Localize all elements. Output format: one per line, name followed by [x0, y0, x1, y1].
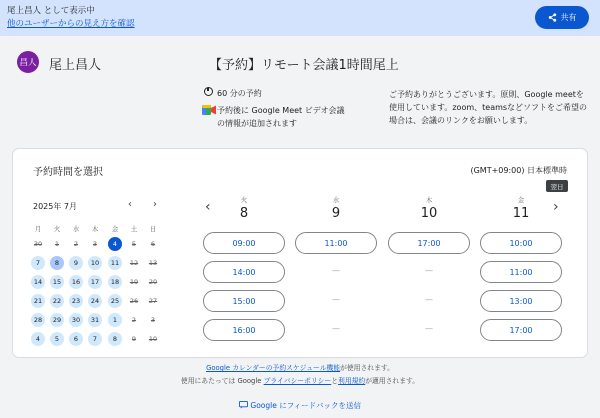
day-column-header	[295, 195, 377, 221]
no-slot-dash: —	[425, 324, 433, 333]
calendar-day[interactable]: 16	[69, 275, 83, 289]
no-slot-dash: —	[425, 295, 433, 304]
appointment-schedule-link[interactable]: Google カレンダーの予約スケジュール機能	[206, 364, 341, 372]
day-date: 10	[420, 206, 438, 221]
calendar-day: 27	[148, 297, 158, 305]
calendar-day[interactable]: 4	[108, 237, 122, 251]
no-slot-dash: —	[332, 324, 340, 333]
weekday-label: 木	[91, 225, 99, 233]
share-icon	[548, 13, 557, 22]
preview-banner	[0, 0, 600, 36]
calendar-day: 1	[54, 240, 60, 248]
avatar: 昌人	[17, 51, 39, 73]
calendar-day: 13	[148, 259, 158, 267]
calendar-day[interactable]: 24	[88, 294, 102, 308]
event-header	[0, 36, 600, 144]
calendar-day[interactable]: 17	[88, 275, 102, 289]
weekday-label: 火	[53, 225, 61, 233]
weekday-label: 日	[149, 225, 157, 233]
calendar-day[interactable]: 6	[69, 332, 83, 346]
footer-line-2	[0, 375, 600, 385]
prev-month-button[interactable]: ‹	[128, 199, 132, 210]
time-slot-button[interactable]: 17:00	[480, 319, 562, 341]
day-column-header	[388, 195, 470, 221]
calendar-day[interactable]: 31	[88, 313, 102, 327]
calendar-day[interactable]: 7	[88, 332, 102, 346]
footer-text: が使用されます。	[340, 364, 394, 372]
time-slot-button[interactable]: 17:00	[388, 232, 470, 254]
calendar-day: 3	[150, 316, 156, 324]
time-slot-button[interactable]: 09:00	[203, 232, 285, 254]
calendar-day[interactable]: 8	[108, 332, 122, 346]
meet-info: 予約後に Google Meet ビデオ会議の情報が追加されます	[217, 106, 345, 128]
event-title: 【予約】リモート会議1時間尾上	[209, 58, 399, 73]
feedback-label: Google にフィードバックを送信	[250, 401, 361, 410]
time-slot-button[interactable]: 13:00	[480, 290, 562, 312]
time-slot-button[interactable]: 14:00	[203, 261, 285, 283]
day-date: 11	[512, 206, 530, 221]
share-label: 共有	[560, 13, 577, 22]
booking-card	[12, 148, 588, 358]
google-meet-icon	[202, 105, 216, 115]
calendar-day[interactable]: 18	[108, 275, 122, 289]
host-name: 尾上昌人	[49, 58, 102, 73]
day-weekday: 金	[517, 196, 525, 204]
calendar-day[interactable]: 23	[69, 294, 83, 308]
calendar-day: 3	[92, 240, 98, 248]
calendar-day[interactable]: 21	[31, 294, 45, 308]
calendar-day[interactable]: 9	[69, 256, 83, 270]
time-slot-button[interactable]: 11:00	[480, 261, 562, 283]
calendar-day[interactable]: 30	[69, 313, 83, 327]
calendar-day: 2	[73, 240, 79, 248]
footer-text: が適用されます。	[365, 377, 420, 385]
timezone-selector[interactable]: (GMT+09:00) 日本標準時	[470, 166, 567, 175]
day-column-header	[203, 195, 285, 221]
calendar-day[interactable]: 1	[108, 313, 122, 327]
calendar-day: 2	[131, 316, 137, 324]
time-slot-button[interactable]: 15:00	[203, 290, 285, 312]
calendar-day: 26	[129, 297, 139, 305]
footer-text: 使用にあたっては Google	[180, 377, 264, 385]
footer-line-1	[0, 362, 600, 372]
next-day-tooltip: 翌日	[546, 180, 568, 192]
event-description: ご予約ありがとうございます。原則、Google meetを使用しています。zoom、teamsなどソフトをご希望の場合は、会議のリンクをお願いします。	[389, 90, 588, 125]
calendar-day[interactable]: 25	[108, 294, 122, 308]
day-weekday: 火	[240, 196, 248, 204]
prev-days-button[interactable]: ‹	[205, 199, 211, 215]
view-as-others-link[interactable]: 他のユーザーからの見え方を確認	[7, 19, 135, 29]
select-time-title: 予約時間を選択	[33, 167, 103, 178]
weekday-label: 月	[34, 225, 42, 233]
time-slot-button[interactable]: 10:00	[480, 232, 562, 254]
calendar-day[interactable]: 11	[108, 256, 122, 270]
calendar-day[interactable]: 10	[88, 256, 102, 270]
calendar-day[interactable]: 29	[50, 313, 64, 327]
privacy-policy-link[interactable]: プライバシーポリシー	[263, 377, 332, 385]
calendar-day: 10	[148, 335, 158, 343]
calendar-day: 5	[131, 240, 137, 248]
no-slot-dash: —	[332, 295, 340, 304]
share-button[interactable]	[535, 6, 589, 29]
calendar-day: 19	[129, 278, 139, 286]
calendar-day: 20	[148, 278, 158, 286]
calendar-day[interactable]: 22	[50, 294, 64, 308]
calendar-day: 12	[129, 259, 139, 267]
event-duration: 60 分の予約	[217, 89, 262, 98]
weekday-label: 金	[111, 225, 119, 233]
day-weekday: 水	[332, 196, 340, 204]
calendar-day: 9	[131, 335, 137, 343]
footer-text: と	[331, 377, 339, 385]
feedback-icon	[239, 401, 248, 409]
weekday-label: 水	[72, 225, 80, 233]
calendar-day: 30	[33, 240, 43, 248]
calendar-day[interactable]: 15	[50, 275, 64, 289]
time-slot-button[interactable]: 16:00	[203, 319, 285, 341]
calendar-day[interactable]: 14	[31, 275, 45, 289]
calendar-day[interactable]: 8	[50, 256, 64, 270]
day-date: 8	[239, 206, 249, 221]
time-slot-button[interactable]: 11:00	[295, 232, 377, 254]
no-slot-dash: —	[425, 266, 433, 275]
calendar-day: 6	[150, 240, 156, 248]
calendar-day[interactable]: 4	[31, 332, 45, 346]
weekday-label: 土	[130, 225, 138, 233]
day-column-header	[480, 195, 562, 221]
calendar-day[interactable]: 28	[31, 313, 45, 327]
feedback-link[interactable]	[0, 400, 600, 411]
clock-icon	[204, 87, 213, 96]
calendar-day[interactable]: 5	[50, 332, 64, 346]
day-weekday: 木	[425, 196, 433, 204]
next-days-button[interactable]: ›	[553, 199, 559, 215]
calendar-day[interactable]: 7	[31, 256, 45, 270]
preview-status-text: 尾上昌人 として表示中	[7, 6, 95, 16]
month-label: 2025年 7月	[33, 202, 77, 211]
no-slot-dash: —	[332, 266, 340, 275]
terms-link[interactable]: 利用規約	[338, 377, 366, 385]
day-date: 9	[331, 206, 341, 221]
next-month-button[interactable]: ›	[153, 199, 157, 210]
